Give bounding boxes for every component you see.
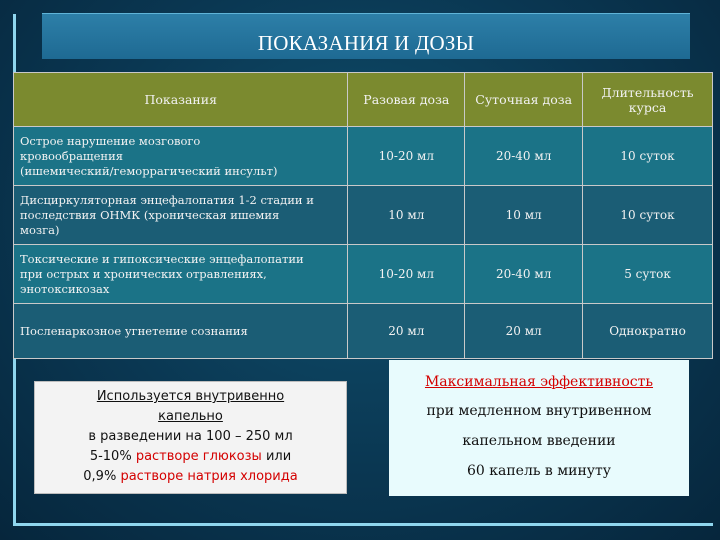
- indication-line: Посленаркозное угнетение сознания: [20, 323, 248, 338]
- duration-cell: 10 суток: [583, 127, 713, 186]
- usage-line-4-suffix: или: [261, 449, 292, 464]
- single-dose-cell: 10 мл: [348, 186, 465, 245]
- daily-dose-cell: 20 мл: [465, 304, 583, 359]
- usage-line-1: Используется внутривенно: [96, 389, 285, 404]
- usage-line-2: капельно: [158, 409, 223, 424]
- indication-cell: [14, 304, 348, 359]
- indication-cell: [14, 127, 348, 186]
- single-dose-cell: 20 мл: [348, 304, 465, 359]
- effectiveness-line-3: 60 капель в минуту: [466, 463, 612, 479]
- indication-cell: [14, 186, 348, 245]
- usage-line-5: [35, 467, 346, 487]
- title-bar: [42, 13, 690, 59]
- indication-line: кровообращения: [20, 148, 124, 163]
- indication-line: последствия ОНМК (хроническая ишемия: [20, 207, 280, 222]
- indication-line: при острых и хронических отравлениях,: [20, 266, 267, 281]
- effectiveness-box: [389, 360, 689, 496]
- indication-line: (ишемический/геморрагический инсульт): [20, 163, 278, 178]
- duration-cell: 10 суток: [583, 186, 713, 245]
- indication-line: Дисциркуляторная энцефалопатия 1-2 стадии и: [20, 192, 314, 207]
- bottom-decor-line: [13, 523, 713, 526]
- usage-line-4: [35, 447, 346, 467]
- table-header-row: [14, 73, 713, 127]
- single-dose-cell: 10-20 мл: [348, 245, 465, 304]
- daily-dose-cell: 10 мл: [465, 186, 583, 245]
- indication-line: энотоксикозах: [20, 281, 110, 296]
- usage-line-4-prefix: 5-10%: [89, 449, 136, 464]
- dose-table: [13, 72, 713, 359]
- daily-dose-cell: 20-40 мл: [465, 245, 583, 304]
- indication-line: Острое нарушение мозгового: [20, 133, 201, 148]
- usage-line-3: в разведении на 100 – 250 мл: [88, 429, 293, 444]
- table-row: [14, 186, 713, 245]
- indication-line: Токсические и гипоксические энцефалопатии: [20, 251, 304, 266]
- usage-note-box: [34, 381, 347, 494]
- header-single-dose: Разовая доза: [348, 73, 465, 127]
- usage-line-5-prefix: 0,9%: [83, 469, 121, 484]
- table-row: [14, 304, 713, 359]
- table-row: [14, 245, 713, 304]
- duration-cell: Однократно: [583, 304, 713, 359]
- effectiveness-line-2: капельном введении: [462, 433, 616, 449]
- effectiveness-title: Максимальная эффективность: [424, 374, 654, 390]
- duration-cell: 5 суток: [583, 245, 713, 304]
- saline-solution-text: растворе натрия хлорида: [120, 469, 298, 484]
- daily-dose-cell: 20-40 мл: [465, 127, 583, 186]
- table-row: [14, 127, 713, 186]
- header-daily-dose: Суточная доза: [465, 73, 583, 127]
- effectiveness-line-1: при медленном внутривенном: [426, 403, 652, 419]
- header-indications: Показания: [14, 73, 348, 127]
- single-dose-cell: 10-20 мл: [348, 127, 465, 186]
- indication-line: мозга): [20, 222, 60, 237]
- header-course-duration: Длительность курса: [583, 73, 713, 127]
- page-title: ПОКАЗАНИЯ И ДОЗЫ: [257, 31, 475, 55]
- glucose-solution-text: растворе глюкозы: [135, 449, 262, 464]
- indication-cell: [14, 245, 348, 304]
